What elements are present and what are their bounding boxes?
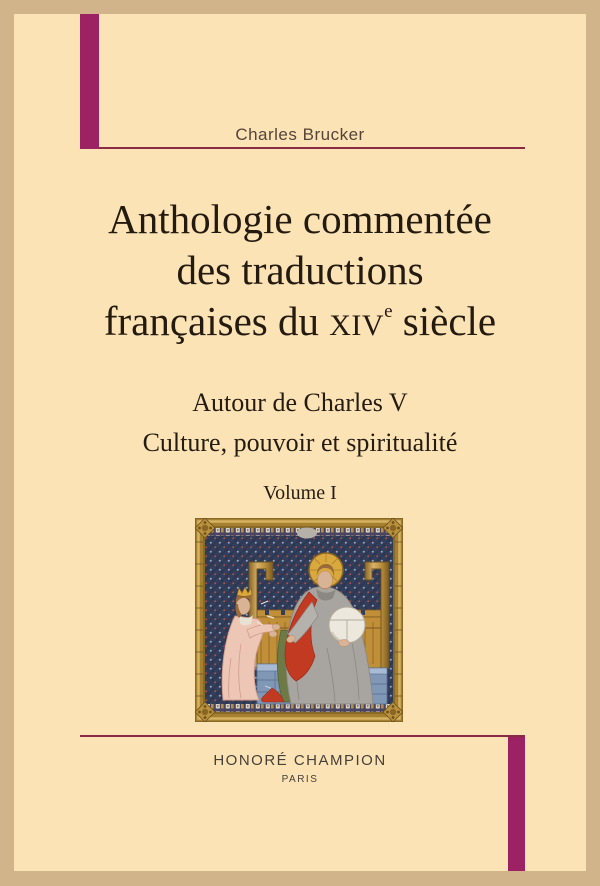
cover-panel	[14, 14, 586, 871]
publisher-name: HONORÉ CHAMPION	[213, 752, 387, 769]
century-numeral: XIV	[329, 309, 385, 342]
title-line-2: des traductions	[176, 247, 424, 293]
book-subtitle	[14, 383, 586, 463]
ordinal-superscript: e	[384, 301, 393, 322]
title-line-1: Anthologie commentée	[108, 196, 492, 242]
publisher-city: PARIS	[281, 774, 319, 785]
volume-label: Volume I	[263, 482, 337, 504]
book-title	[14, 194, 586, 351]
publisher-block	[14, 752, 586, 786]
title-line-3-prefix: françaises du	[103, 298, 330, 344]
subtitle-line-1: Autour de Charles V	[192, 388, 408, 417]
author-name: Charles Brucker	[235, 125, 365, 144]
bottom-ornament-band	[205, 704, 393, 712]
label-patch	[297, 528, 317, 539]
subtitle-line-2: Culture, pouvoir et spiritualité	[142, 428, 458, 457]
author-rule	[80, 147, 525, 149]
title-line-3-suffix: siècle	[392, 298, 497, 344]
cover-illustration	[195, 518, 403, 722]
accent-bar-top-left	[80, 14, 99, 149]
title-line-3	[14, 296, 586, 351]
accent-bar-bottom-right	[508, 737, 525, 871]
publisher-rule	[80, 735, 525, 737]
